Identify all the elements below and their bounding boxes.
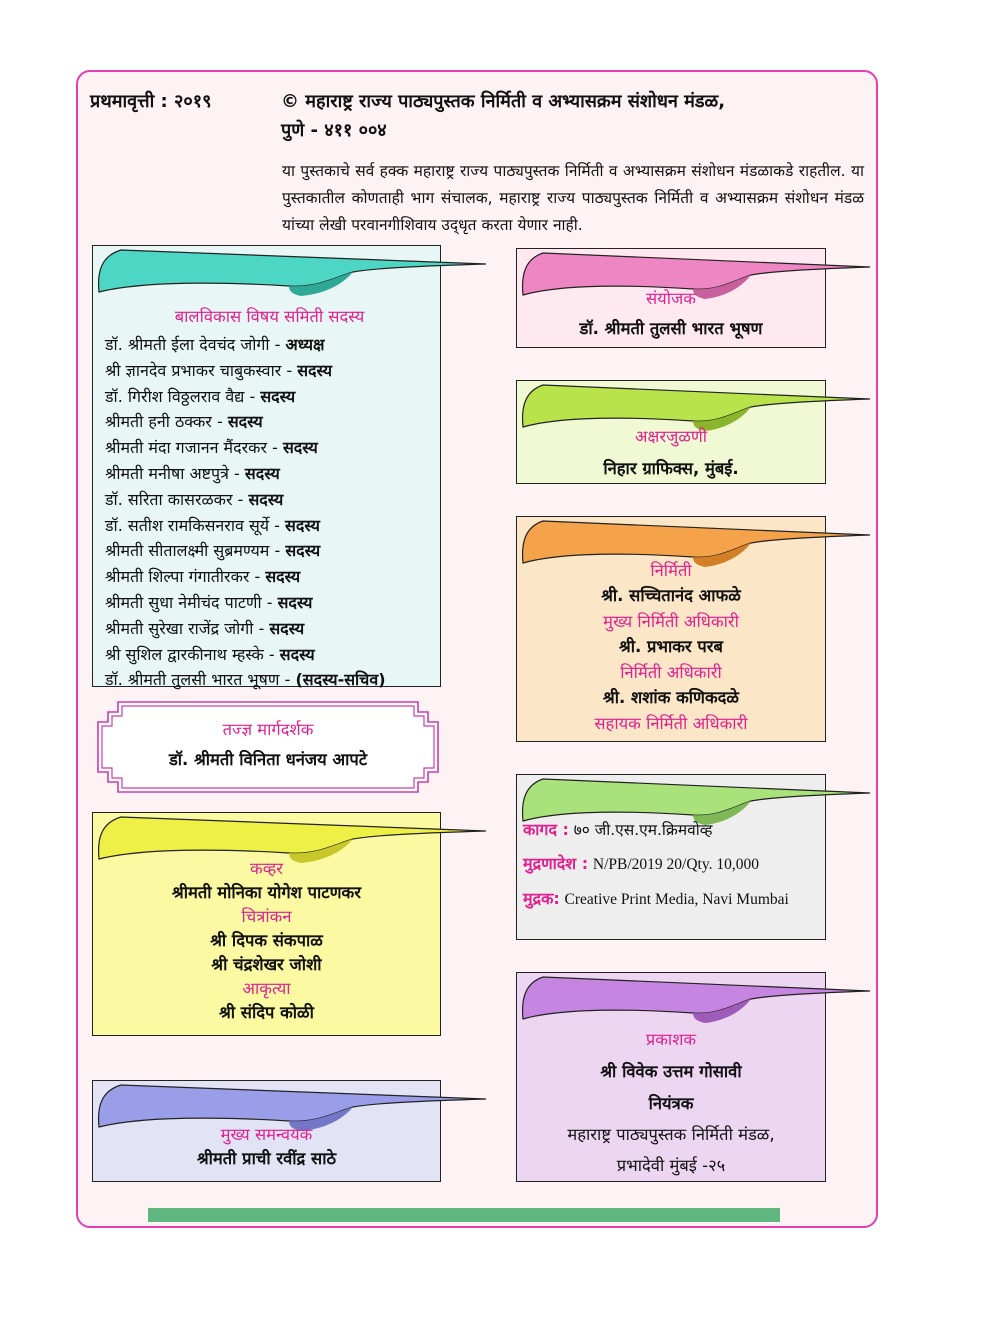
member-row: डॉ. श्रीमती तुलसी भारत भूषण - (सदस्य-सचिव)	[105, 670, 386, 690]
publisher-box	[516, 972, 826, 1182]
cover-name: श्रीमती मोनिका योगेश पाटणकर	[172, 883, 361, 902]
member-row: डॉ. सतीश रामकिसनराव सूर्ये - सदस्य	[105, 515, 320, 535]
publisher-org: महाराष्ट्र पाठ्यपुस्तक निर्मिती मंडळ,	[567, 1125, 775, 1144]
production-role: सहायक निर्मिती अधिकारी	[594, 714, 748, 733]
page-curl-icon	[91, 244, 491, 304]
committee-list	[105, 304, 434, 693]
production-name: श्री. शशांक कणिकदळे	[603, 688, 739, 707]
convener-name: डॉ. श्रीमती तुलसी भारत भूषण	[579, 319, 763, 338]
member-row: डॉ. सरिता कासरळकर - सदस्य	[105, 489, 284, 509]
figures-name: श्री संदिप कोळी	[219, 1003, 314, 1022]
member-row: श्रीमती मंदा गजानन मैंदरकर - सदस्य	[105, 438, 318, 458]
illustrator-name: श्री दिपक संकपाळ	[210, 931, 323, 950]
member-row: श्रीमती शिल्पा गंगातीरकर - सदस्य	[105, 567, 301, 587]
member-row: श्रीमती सुरेखा राजेंद्र जोगी - सदस्य	[105, 618, 305, 638]
publisher-name: श्री विवेक उत्तम गोसावी	[600, 1062, 742, 1081]
footer-bar	[148, 1208, 780, 1222]
typesetting-name: निहार ग्राफिक्स, मुंबई.	[603, 459, 739, 478]
coordinator-name: श्रीमती प्राची रवींद्र साठे	[196, 1149, 337, 1168]
production-name: श्री. प्रभाकर परब	[619, 637, 723, 656]
expert-title: तज्ज्ञ मार्गदर्शक	[222, 720, 314, 739]
member-row: डॉ. गिरीश विठ्ठलराव वैद्य - सदस्य	[105, 386, 296, 406]
printing-details	[523, 813, 789, 917]
illustrator-name: श्री चंद्रशेखर जोशी	[211, 955, 322, 974]
member-row: श्री सुशिल द्वारकीनाथ म्हस्के - सदस्य	[105, 644, 315, 664]
printing-box	[516, 774, 826, 940]
typesetting-box	[516, 380, 826, 484]
page-curl-icon	[515, 971, 875, 1031]
member-row: डॉ. श्रीमती ईला देवचंद जोगी - अध्यक्ष	[105, 335, 325, 354]
paper-row: कागद : ७० जी.एस.एम.क्रिमवोव्ह	[523, 820, 713, 839]
expert-box	[96, 700, 440, 794]
publisher-address: प्रभादेवी मुंबई -२५	[616, 1156, 726, 1175]
member-row: श्रीमती हनी ठक्कर - सदस्य	[105, 412, 263, 432]
coordinator-box	[92, 1080, 441, 1182]
typesetting-title: अक्षरजुळणी	[634, 427, 708, 446]
committee-title: बालविकास विषय समिती सदस्य	[174, 307, 365, 326]
figures-title: आकृत्या	[242, 979, 291, 998]
committee-box	[92, 245, 441, 690]
copyright-line-1: © महाराष्ट्र राज्य पाठ्यपुस्तक निर्मिती व अभ्यासक्रम संशोधन मंडळ,	[281, 91, 726, 112]
copyright-line-2: पुणे - ४११ ००४	[281, 120, 387, 141]
publisher-title: प्रकाशक	[645, 1030, 697, 1049]
coordinator-title: मुख्य समन्वयक	[220, 1125, 313, 1144]
print-order-row: मुद्रणादेश : N/PB/2019 20/Qty. 10,000	[523, 854, 759, 873]
rights-paragraph: या पुस्तकाचे सर्व हक्क महाराष्ट्र राज्य पाठ्यपुस्तक निर्मिती व अभ्यासक्रम संशोधन मंडळाकडे राहतील. या पुस्तकातील कोणताही भाग संचालक, महाराष्ट्र राज्य पाठ्यपुस्तक निर्मिती व अभ्यासक्रम संशोधन मंडळ यांच्या लेखी परवानगीशिवाय उद्‌धृत करता येणार नाही.	[282, 162, 864, 234]
member-row: श्रीमती सुधा नेमीचंद पाटणी - सदस्य	[105, 592, 313, 612]
production-name: श्री. सच्चितानंद आफळे	[601, 586, 741, 605]
edition-label: प्रथमावृत्ती : २०१९	[90, 91, 212, 112]
member-row: श्री ज्ञानदेव प्रभाकर चाबुकस्वार - सदस्य	[105, 360, 333, 380]
member-row: श्रीमती सीतालक्ष्मी सुब्रमण्यम - सदस्य	[105, 541, 321, 561]
convener-title: संयोजक	[646, 289, 696, 308]
expert-name: डॉ. श्रीमती विनिता धनंजय आपटे	[168, 750, 368, 769]
production-box	[516, 516, 826, 742]
production-title: निर्मिती	[650, 561, 692, 580]
member-row: श्रीमती मनीषा अष्टपुत्रे - सदस्य	[105, 463, 280, 483]
production-role: निर्मिती अधिकारी	[620, 663, 722, 682]
printer-row: मुद्रक: Creative Print Media, Navi Mumbai	[523, 889, 789, 908]
convener-box	[516, 248, 826, 348]
cover-title: कव्हर	[250, 859, 283, 878]
cover-box	[92, 812, 441, 1036]
production-role: मुख्य निर्मिती अधिकारी	[603, 612, 739, 631]
illustration-title: चित्रांकन	[241, 907, 292, 926]
publisher-role: नियंत्रक	[648, 1094, 694, 1113]
